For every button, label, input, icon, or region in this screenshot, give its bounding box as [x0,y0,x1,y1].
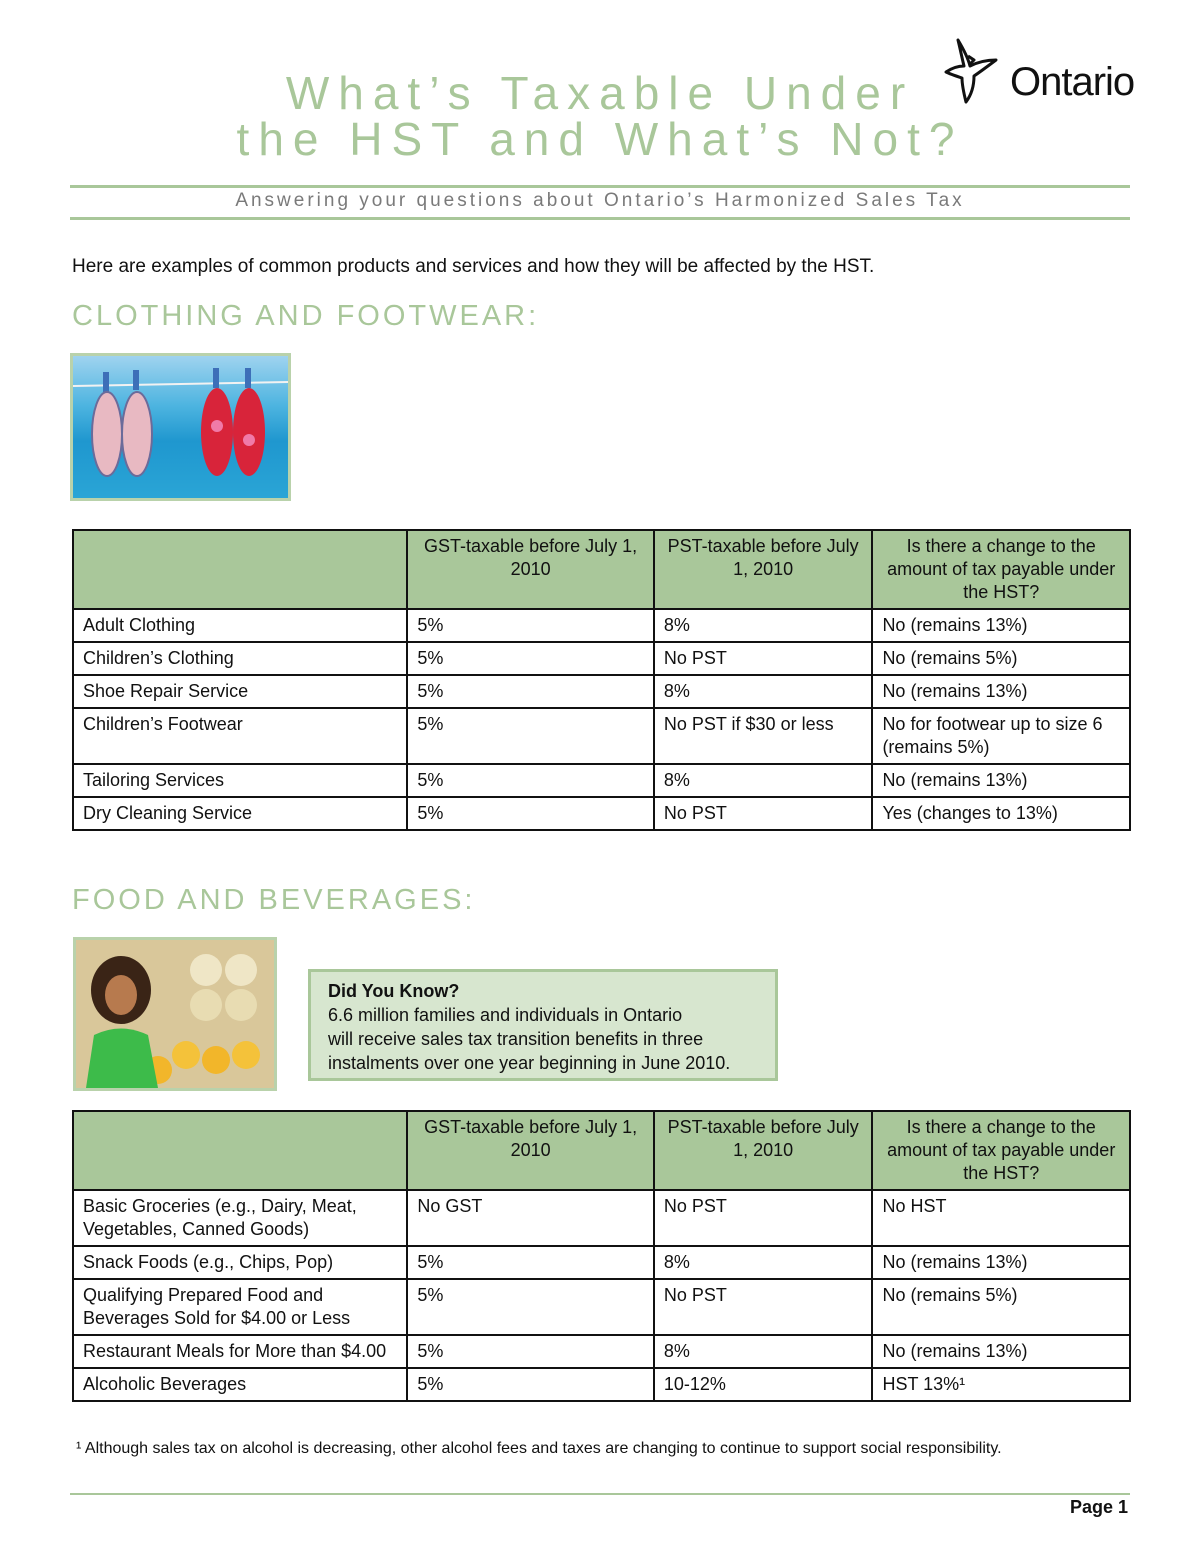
table-cell: Tailoring Services [73,764,407,797]
table-row [73,642,1130,675]
table-cell: Restaurant Meals for More than $4.00 [73,1335,407,1368]
table-cell: Children’s Footwear [73,708,407,764]
table-header-item [73,1111,407,1190]
header-rule-top [70,185,1130,188]
page-title-line-1: What’s Taxable Under [285,67,915,119]
table-cell: No PST [654,642,873,675]
section-heading-food: FOOD AND BEVERAGES: [72,884,476,916]
table-cell: 5% [407,609,654,642]
table-cell: No HST [872,1190,1130,1246]
table-cell: Children’s Clothing [73,642,407,675]
table-header-pst: PST-taxable before July 1, 2010 [654,1111,873,1190]
footer-rule [70,1493,1130,1495]
table-cell: Yes (changes to 13%) [872,797,1130,830]
table-header-gst: GST-taxable before July 1, 2010 [407,1111,654,1190]
table-row [73,708,1130,764]
table-cell: No for footwear up to size 6 (remains 5%) [872,708,1130,764]
table-cell: No (remains 13%) [872,609,1130,642]
table-cell: Adult Clothing [73,609,407,642]
table-cell: No PST [654,1190,873,1246]
table-cell: 5% [407,675,654,708]
table-cell: 5% [407,1246,654,1279]
page-subtitle: Answering your questions about Ontario’s Harmonized Sales Tax [235,190,965,211]
table-row [73,1335,1130,1368]
table-cell: Qualifying Prepared Food and Beverages Sold for $4.00 or Less [73,1279,407,1335]
clothing-tax-table [72,529,1131,831]
table-cell: Dry Cleaning Service [73,797,407,830]
intro-text: Here are examples of common products and services and how they will be affected by the HST. [72,256,875,277]
table-header-change: Is there a change to the amount of tax payable under the HST? [872,530,1130,609]
table-cell: 5% [407,764,654,797]
food-tax-table [72,1110,1131,1402]
page-title-line-2: the HST and What’s Not? [236,113,964,165]
table-cell: 10-12% [654,1368,873,1401]
table-header-row [73,1111,1130,1190]
table-cell: No (remains 13%) [872,1246,1130,1279]
did-you-know-box [308,969,778,1081]
table-header-row [73,530,1130,609]
table-header-gst: GST-taxable before July 1, 2010 [407,530,654,609]
table-cell: 5% [407,1335,654,1368]
table-cell: 5% [407,1368,654,1401]
table-cell: 8% [654,609,873,642]
table-cell: No (remains 13%) [872,675,1130,708]
footnote: ¹ Although sales tax on alcohol is decreasing, other alcohol fees and taxes are changing to continue to support social responsibility. [76,1440,1002,1457]
table-row [73,1190,1130,1246]
table-cell: No (remains 13%) [872,1335,1130,1368]
table-cell: 8% [654,764,873,797]
table-cell: No PST [654,797,873,830]
did-you-know-heading: Did You Know? [328,981,460,1001]
table-cell: Alcoholic Beverages [73,1368,407,1401]
flip-flops-photo [70,353,291,501]
did-you-know-line: 6.6 million families and individuals in Ontario [328,1005,683,1025]
table-header-change: Is there a change to the amount of tax payable under the HST? [872,1111,1130,1190]
table-cell: 8% [654,1246,873,1279]
table-cell: No (remains 13%) [872,764,1130,797]
table-cell: No (remains 5%) [872,642,1130,675]
header-rule-bottom [70,217,1130,220]
table-cell: No PST [654,1279,873,1335]
table-cell: HST 13%¹ [872,1368,1130,1401]
table-row [73,609,1130,642]
table-cell: No GST [407,1190,654,1246]
table-row [73,764,1130,797]
table-row [73,1368,1130,1401]
table-header-pst: PST-taxable before July 1, 2010 [654,530,873,609]
ontario-logo-wordmark: Ontario [1010,60,1135,104]
did-you-know-line: will receive sales tax transition benefits in three [328,1029,704,1049]
table-cell: No PST if $30 or less [654,708,873,764]
table-header-item [73,530,407,609]
table-row [73,797,1130,830]
table-row [73,1279,1130,1335]
did-you-know-line: instalments over one year beginning in June 2010. [328,1053,731,1073]
table-row [73,1246,1130,1279]
table-cell: 8% [654,1335,873,1368]
table-cell: Snack Foods (e.g., Chips, Pop) [73,1246,407,1279]
table-row [73,675,1130,708]
table-cell: 5% [407,1279,654,1335]
produce-market-photo [73,937,277,1091]
table-cell: 8% [654,675,873,708]
table-cell: 5% [407,708,654,764]
table-cell: 5% [407,642,654,675]
table-cell: Shoe Repair Service [73,675,407,708]
section-heading-clothing: CLOTHING AND FOOTWEAR: [72,300,540,332]
table-cell: No (remains 5%) [872,1279,1130,1335]
table-cell: Basic Groceries (e.g., Dairy, Meat, Vegetables, Canned Goods) [73,1190,407,1246]
page-number: Page 1 [1069,1497,1128,1517]
table-cell: 5% [407,797,654,830]
